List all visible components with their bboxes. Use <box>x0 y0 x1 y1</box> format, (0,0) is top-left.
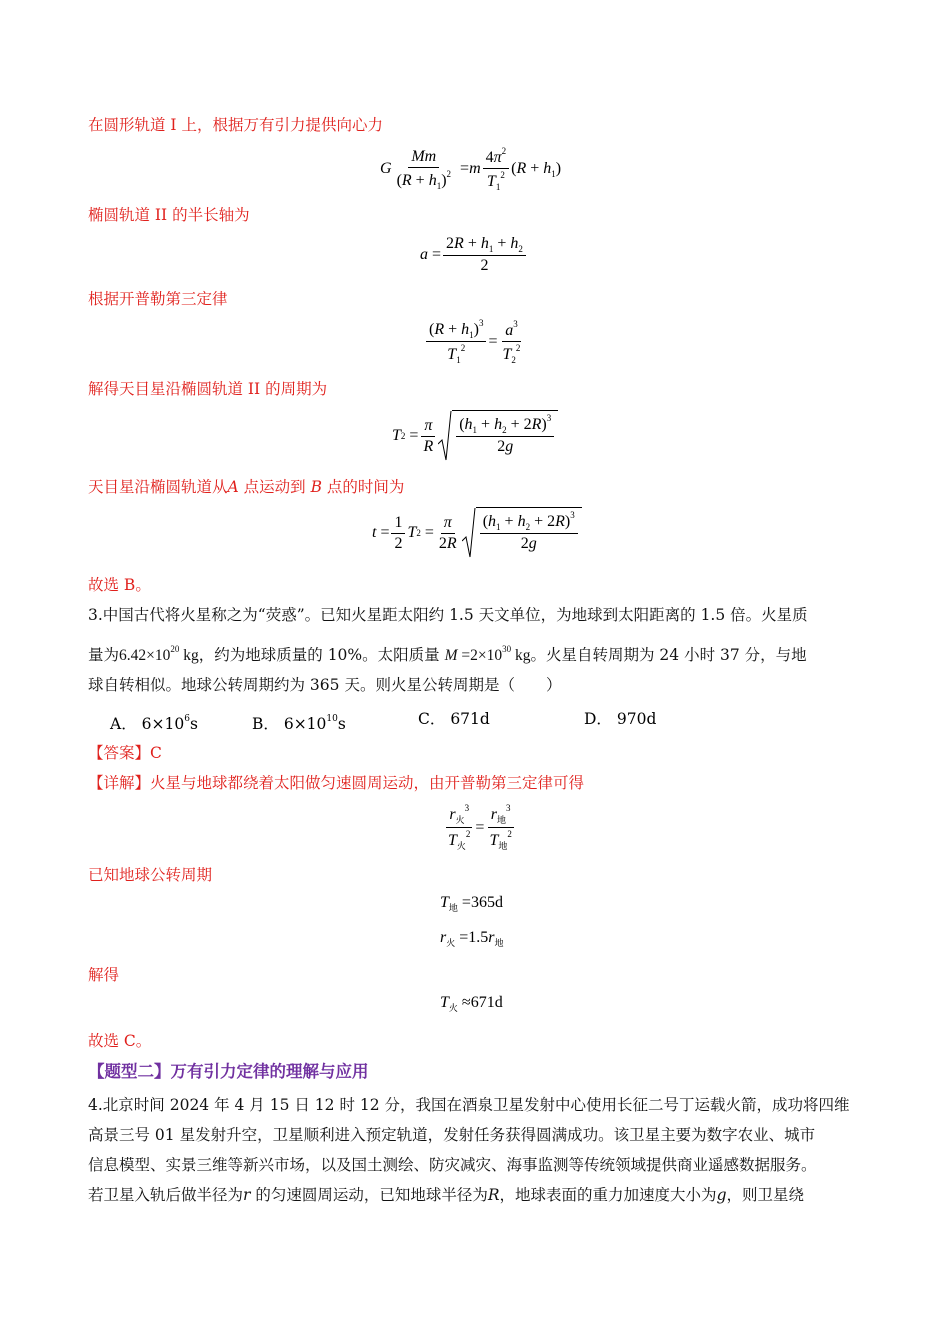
solve-text: 解得 <box>88 966 120 984</box>
q3-line1: 3.中国古代将火星称之为“荧惑”。已知火星距太阳约 1.5 天文单位，为地球到太阳距离的 1.5 倍。火星质 <box>88 606 808 624</box>
semi-axis-equation: a = $\frac{2R + h_1 + h_2}{2}$ <box>420 235 528 275</box>
period-equation: T 2 = $\frac{\pi}{R}$ $\frac{(h_1 + h_2 + 2R)^3}{2g}$ <box>392 410 558 462</box>
gravity-equation: G $\frac{Mm}{(R + h_1)^2}$ = m $\frac{4\pi^2}{T_1^2}$ $(R + h_1)$ <box>380 146 562 192</box>
answer: 【答案】C <box>88 744 162 762</box>
kepler-equation: $\frac{(R + h_1)^3}{T_1^2}$ = $\frac{a^3}{T_2^2}$ <box>424 318 525 365</box>
option-d[interactable]: D． 970d <box>584 710 657 728</box>
time-text: 天目星沿椭圆轨道从A 点运动到 B 点的时间为 <box>88 478 405 496</box>
r-mars-equation: $r_火 =1.5r_地$ <box>440 929 504 948</box>
orbit1-text: 在圆形轨道 I 上，根据万有引力提供向心力 <box>88 116 383 134</box>
q4-line4: 若卫星入轨后做半径为r 的匀速圆周运动，已知地球半径为R，地球表面的重力加速度大小为g，则卫星绕 <box>88 1186 805 1204</box>
kepler-text: 根据开普勒第三定律 <box>88 290 228 308</box>
t-mars-equation: $T_火 \approx 671d$ <box>440 994 503 1013</box>
q4-line2: 高景三号 01 星发射升空，卫星顺利进入预定轨道，发射任务获得圆满成功。该卫星主要为数字农业、城市 <box>88 1126 816 1144</box>
q4-line3: 信息模型、实景三维等新兴市场，以及国土测绘、防灾减灾、海事监测等传统领域提供商业遥感数据服务。 <box>88 1156 817 1174</box>
q3-line3: 球自转相似。地球公转周期约为 365 天。则火星公转周期是（ ） <box>88 676 562 694</box>
detail: 【详解】火星与地球都绕着太阳做匀速圆周运动，由开普勒第三定律可得 <box>88 774 585 792</box>
known-text: 已知地球公转周期 <box>88 866 213 884</box>
semi-axis-text: 椭圆轨道 II 的半长轴为 <box>88 206 250 224</box>
time-equation: t = $\frac{1}{2}$ T 2 = $\frac{\pi}{2R}$ $\frac{(h_1 + h_2 + 2R)^3}{2g}$ <box>372 507 582 559</box>
sqrt-icon <box>462 507 476 559</box>
sqrt-icon <box>438 410 452 462</box>
q4-line1: 4.北京时间 2024 年 4 月 15 日 12 时 12 分，我国在酒泉卫星发射中心使用长征二号丁运载火箭，成功将四维 <box>88 1096 850 1114</box>
conclusion-b: 故选 B。 <box>88 576 151 594</box>
period-text: 解得天目星沿椭圆轨道 II 的周期为 <box>88 380 328 398</box>
option-b[interactable]: B． $6\times 10^{10}s$ <box>252 714 346 733</box>
t-earth-equation: $T_地 =365d$ <box>440 894 503 913</box>
option-c[interactable]: C． 671d <box>418 710 490 728</box>
section-title: 【题型二】万有引力定律的理解与应用 <box>88 1062 369 1081</box>
q3-line2: 量为$6.42\times 10^{20}$ kg，约为地球质量的 10%。太阳质量 $M =2\times 10^{30}$ kg。火星自转周期为 24 小时 37 分，与地 <box>88 644 807 664</box>
conclusion-c: 故选 C。 <box>88 1032 152 1050</box>
kepler-mars-equation: $\frac{r_火^3}{T_火^2}$ = $\frac{r_地^3}{T_地^2}$ <box>448 803 512 851</box>
option-a[interactable]: A． $6\times 10^6s$ <box>110 714 198 733</box>
